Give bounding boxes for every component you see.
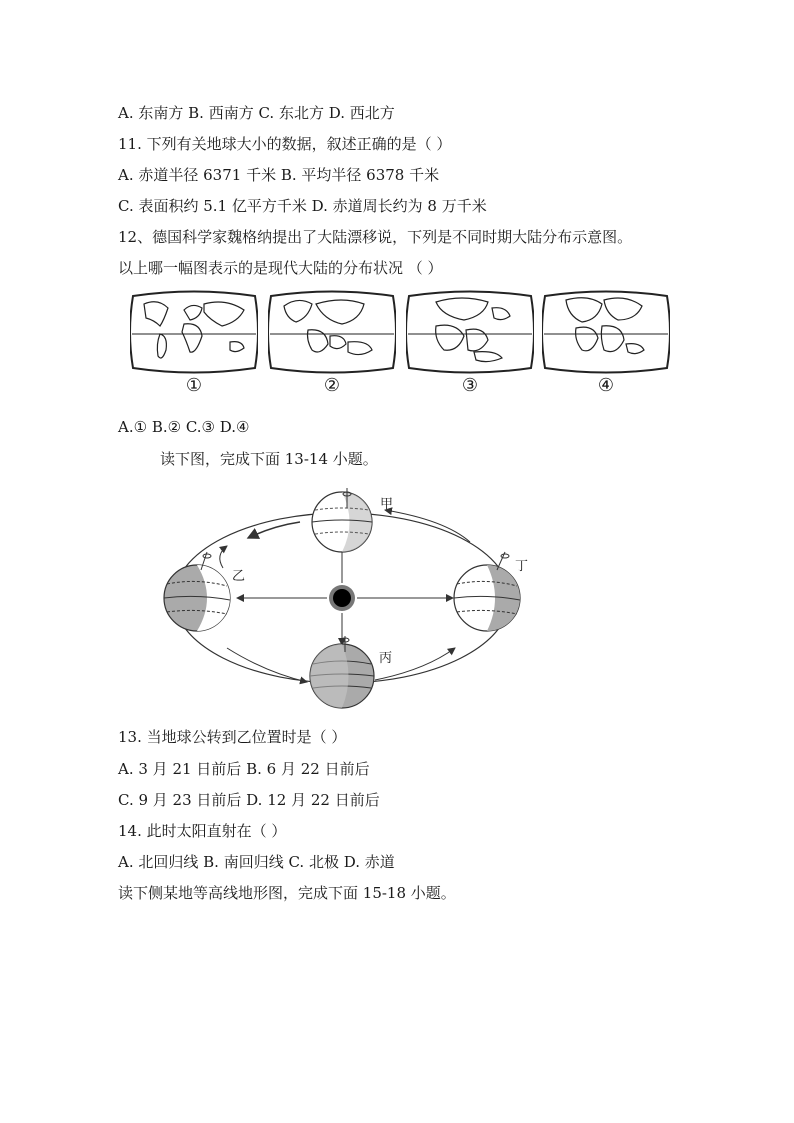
orbit-diagram	[155, 480, 545, 720]
earth-left	[164, 552, 230, 631]
intro-15-18: 读下侧某地等高线地形图，完成下面 15-18 小题。	[118, 884, 456, 902]
q11-options-ab: A. 赤道半径 6371 千米 B. 平均半径 6378 千米	[118, 166, 440, 184]
q14-options: A. 北回归线 B. 南回归线 C. 北极 D. 赤道	[118, 853, 395, 871]
sun	[333, 589, 351, 607]
earth-bottom	[310, 636, 374, 708]
map-label-4: ④	[597, 375, 615, 396]
map-label-2: ②	[323, 375, 341, 396]
continent-maps-figure	[130, 290, 670, 405]
map-label-1: ①	[185, 375, 203, 396]
orbit-label-right: 丁	[515, 559, 529, 574]
q13-stem: 13. 当地球公转到乙位置时是（ ）	[118, 728, 347, 746]
earth-top	[312, 488, 372, 552]
orbit-label-top: 甲	[380, 497, 394, 512]
world-map-4	[542, 290, 670, 374]
orbit-label-left: 乙	[232, 569, 246, 584]
earth-right	[454, 552, 520, 631]
q13-options-cd: C. 9 月 23 日前后 D. 12 月 22 日前后	[118, 791, 380, 809]
world-map-2	[268, 290, 396, 374]
q11-stem: 11. 下列有关地球大小的数据，叙述正确的是（ ）	[118, 135, 452, 153]
q12-stem-line2: 以上哪一幅图表示的是现代大陆的分布状况 （ ）	[118, 259, 443, 277]
map-label-3: ③	[461, 375, 479, 396]
q10-options: A. 东南方 B. 西南方 C. 东北方 D. 西北方	[118, 104, 395, 122]
q11-options-cd: C. 表面积约 5.1 亿平方千米 D. 赤道周长约为 8 万千米	[118, 197, 487, 215]
q14-stem: 14. 此时太阳直射在（ ）	[118, 822, 287, 840]
world-map-1	[130, 290, 258, 374]
q12-stem-line1: 12、德国科学家魏格纳提出了大陆漂移说，下列是不同时期大陆分布示意图。	[118, 228, 633, 246]
q12-options: A.① B.② C.③ D.④	[118, 418, 250, 436]
earth-orbit-figure	[155, 480, 545, 720]
q13-options-ab: A. 3 月 21 日前后 B. 6 月 22 日前后	[118, 760, 370, 778]
world-map-3	[406, 290, 534, 374]
intro-13-14: 读下图，完成下面 13-14 小题。	[160, 450, 378, 468]
orbit-label-bottom: 丙	[379, 651, 393, 666]
